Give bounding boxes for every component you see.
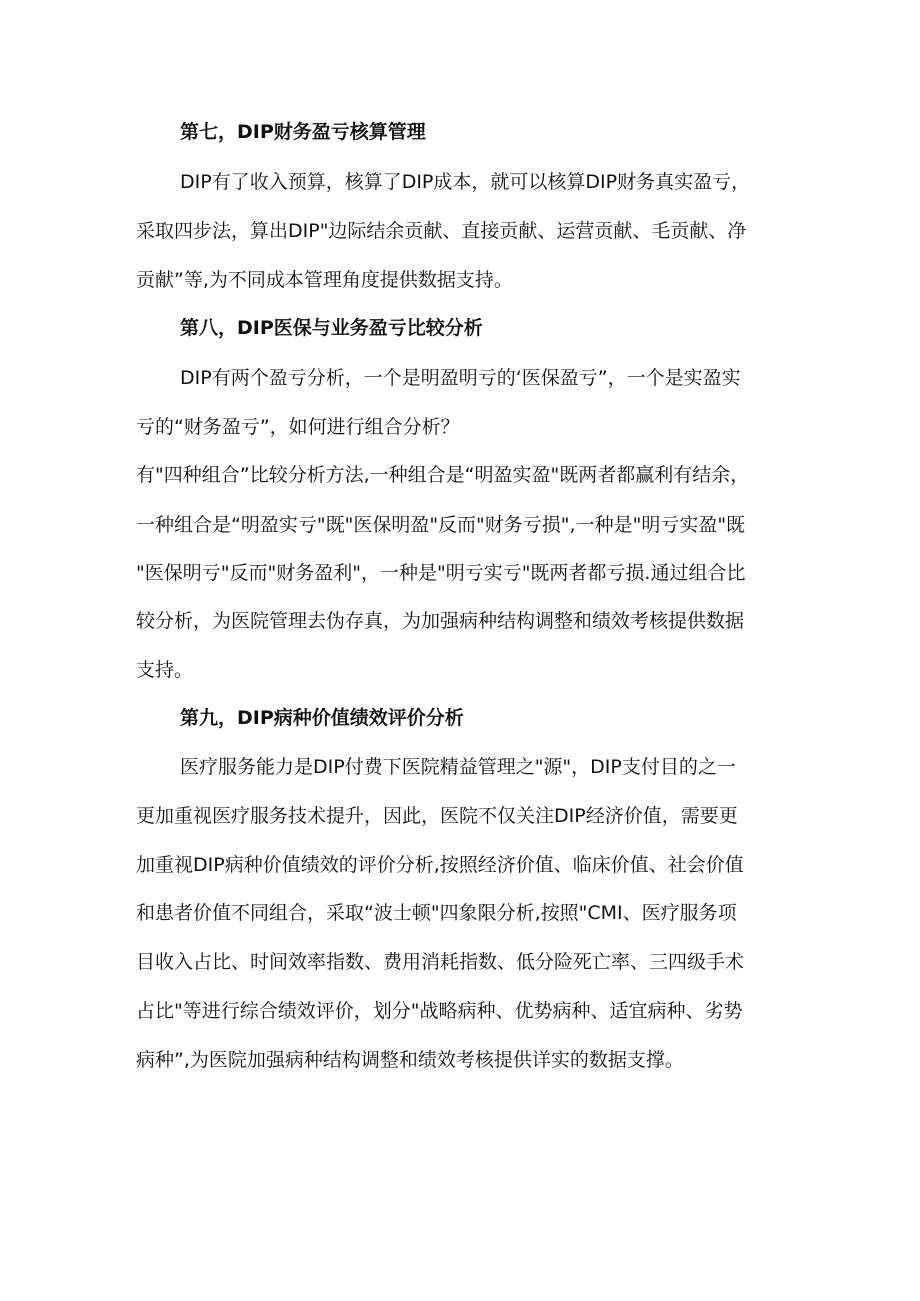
- paragraph-line: 更加重视医疗服务技术提升，因此，医院不仅关注DIP经济价值，需要更: [136, 805, 738, 827]
- paragraph-line: 支持。: [136, 659, 194, 681]
- section-heading-8: 第八，DIP医保与业务盈亏比较分析: [180, 317, 483, 339]
- paragraph-line: 采取四步法，算出DIP"边际结余贡献、直接贡献、运营贡献、毛贡献、净: [136, 220, 747, 242]
- paragraph-line: 目收入占比、时间效率指数、费用消耗指数、低分险死亡率、三四级手术: [136, 951, 745, 973]
- section-heading-7: 第七，DIP财务盈亏核算管理: [180, 121, 426, 143]
- paragraph-line: 加重视DIP病种价值绩效的评价分析,按照经济价值、临床价值、社会价值: [136, 854, 744, 876]
- paragraph-line: 贡献”等,为不同成本管理角度提供数据支持。: [136, 269, 513, 291]
- paragraph-line: 病种”,为医院加强病种结构调整和绩效考核提供详实的数据支撑。: [136, 1049, 684, 1071]
- section-heading-9: 第九，DIP病种价值绩效评价分析: [180, 707, 464, 729]
- paragraph-line: 占比"等进行综合绩效评价，划分"战略病种、优势病种、适宜病种、劣势: [136, 1000, 743, 1022]
- paragraph-line: 有"四种组合”比较分析方法,一种组合是“明盈实盈"既两者都赢利有结余，: [136, 464, 750, 486]
- paragraph-line: 医疗服务能力是DIP付费下医院精益管理之"源"，DIP支付目的之一: [180, 756, 736, 778]
- paragraph-line: 较分析，为医院管理去伪存真，为加强病种结构调整和绩效考核提供数据: [136, 610, 745, 632]
- paragraph-line: DIP有了收入预算，核算了DIP成本，就可以核算DIP财务真实盈亏，: [180, 171, 751, 193]
- paragraph-line: 一种组合是“明盈实亏"既"医保明盈"反而"财务亏损",一种是"明亏实盈"既: [136, 514, 746, 536]
- paragraph-line: 亏的“财务盈亏”，如何进行组合分析？: [136, 416, 460, 438]
- paragraph-line: 和患者价值不同组合，采取“波士顿"四象限分析,按照"CMI、医疗服务项: [136, 902, 737, 924]
- paragraph-line: DIP有两个盈亏分析，一个是明盈明亏的‘医保盈亏”，一个是实盈实: [180, 367, 741, 389]
- paragraph-line: "医保明亏"反而"财务盈利"，一种是"明亏实亏"既两者都亏损.通过组合比: [136, 562, 746, 584]
